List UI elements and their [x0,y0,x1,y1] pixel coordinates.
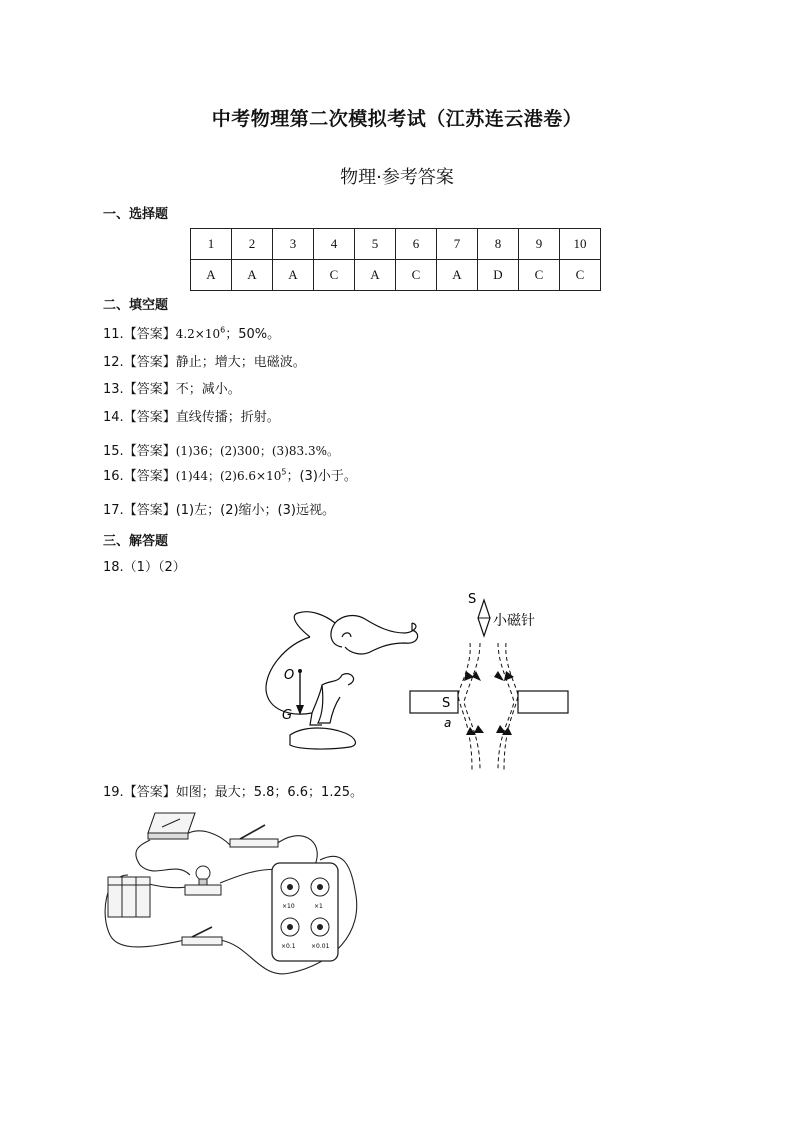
answer-text: ；(3)小于。 [286,469,357,484]
exponent: 6 [220,325,226,335]
knob-label: ×0.1 [281,943,296,950]
table-cell: D [478,260,519,291]
question-number: 15. [103,444,124,459]
answer-text: 直线传播；折射。 [175,410,280,425]
section-solve: 三、解答题 [103,534,169,549]
table-cell: 5 [355,229,396,260]
table-row-answers [191,260,601,291]
page-title: 中考物理第二次模拟考试（江苏连云港卷） [211,108,583,130]
answer-11 [103,323,280,342]
answer-15 [103,440,339,459]
answer-tag: 【答案】 [123,410,176,425]
table-cell: 2 [232,229,273,260]
table-cell: C [314,260,355,291]
table-cell: 4 [314,229,355,260]
exponent: 5 [281,467,287,477]
field-lines [458,643,518,770]
table-cell: 8 [478,229,519,260]
section-fill: 二、填空题 [103,298,169,313]
answer-text: 静止；增大；电磁波。 [175,355,306,370]
label-G: G [282,708,293,723]
question-number: 13. [103,382,124,397]
question-number: 14. [103,410,124,425]
needle-label: 小磁针 [493,613,535,629]
page-subtitle: 物理·参考答案 [340,167,454,188]
table-cell: 7 [437,229,478,260]
answer-text: 不；减小。 [175,382,241,397]
answer-table [190,228,601,291]
battery-icon [108,877,150,917]
switch-bottom-icon [182,927,222,945]
answer-18-label: 18.（1）（2） [103,560,186,575]
label-O: O [284,668,295,683]
knob-label: ×0.01 [311,943,330,950]
answer-tag: 【答案】 [123,785,176,800]
lamp-icon [185,866,221,895]
table-cell: C [396,260,437,291]
question-number: 19. [103,785,124,800]
magnet-right [518,691,568,713]
table-cell: 1 [191,229,232,260]
answer-text: ；50%。 [225,327,281,342]
magnet-left [410,691,458,713]
table-row-numbers [191,229,601,260]
table-cell: C [560,260,601,291]
answer-17 [103,499,335,518]
table-cell: A [232,260,273,291]
section-choice: 一、选择题 [103,207,169,222]
figure-18 [250,585,580,775]
point-a-label: a [444,716,452,730]
knob-label: ×1 [314,903,323,910]
table-cell: 9 [519,229,560,260]
table-cell: A [273,260,314,291]
table-cell: 3 [273,229,314,260]
answer-13 [103,378,241,397]
answer-tag: 【答案】 [123,503,176,518]
question-number: 16. [103,469,124,484]
question-number: 12. [103,355,124,370]
table-cell: 6 [396,229,437,260]
answer-value: 4.2×10 [175,327,221,341]
figure-19 [100,805,370,985]
answer-text: (1)36；(2)300；(3)83.3%。 [175,444,339,458]
table-cell: A [191,260,232,291]
answer-14 [103,406,280,425]
table-cell: C [519,260,560,291]
magnet-S-label: S [442,696,451,711]
question-number: 17. [103,503,124,518]
resistance-box-icon [272,863,338,961]
answer-text: (1)44；(2)6.6×10 [175,469,282,483]
table-cell: 10 [560,229,601,260]
answer-tag: 【答案】 [123,469,176,484]
answer-tag: 【答案】 [123,444,176,459]
switch-top-icon [230,825,278,847]
answer-tag: 【答案】 [123,355,176,370]
answer-tag: 【答案】 [123,327,176,342]
answer-16 [103,465,357,484]
answer-text: 如图；最大；5.8；6.6；1.25。 [175,785,363,800]
table-cell: A [355,260,396,291]
answer-tag: 【答案】 [123,382,176,397]
knob-label: ×10 [282,903,295,910]
table-cell: A [437,260,478,291]
answer-text: (1)左；(2)缩小；(3)远视。 [175,503,335,518]
answer-12 [103,351,306,370]
answer-19 [103,781,363,800]
needle-S-label: S [468,592,477,607]
voltmeter-icon [148,813,195,839]
question-number: 11. [103,327,124,342]
